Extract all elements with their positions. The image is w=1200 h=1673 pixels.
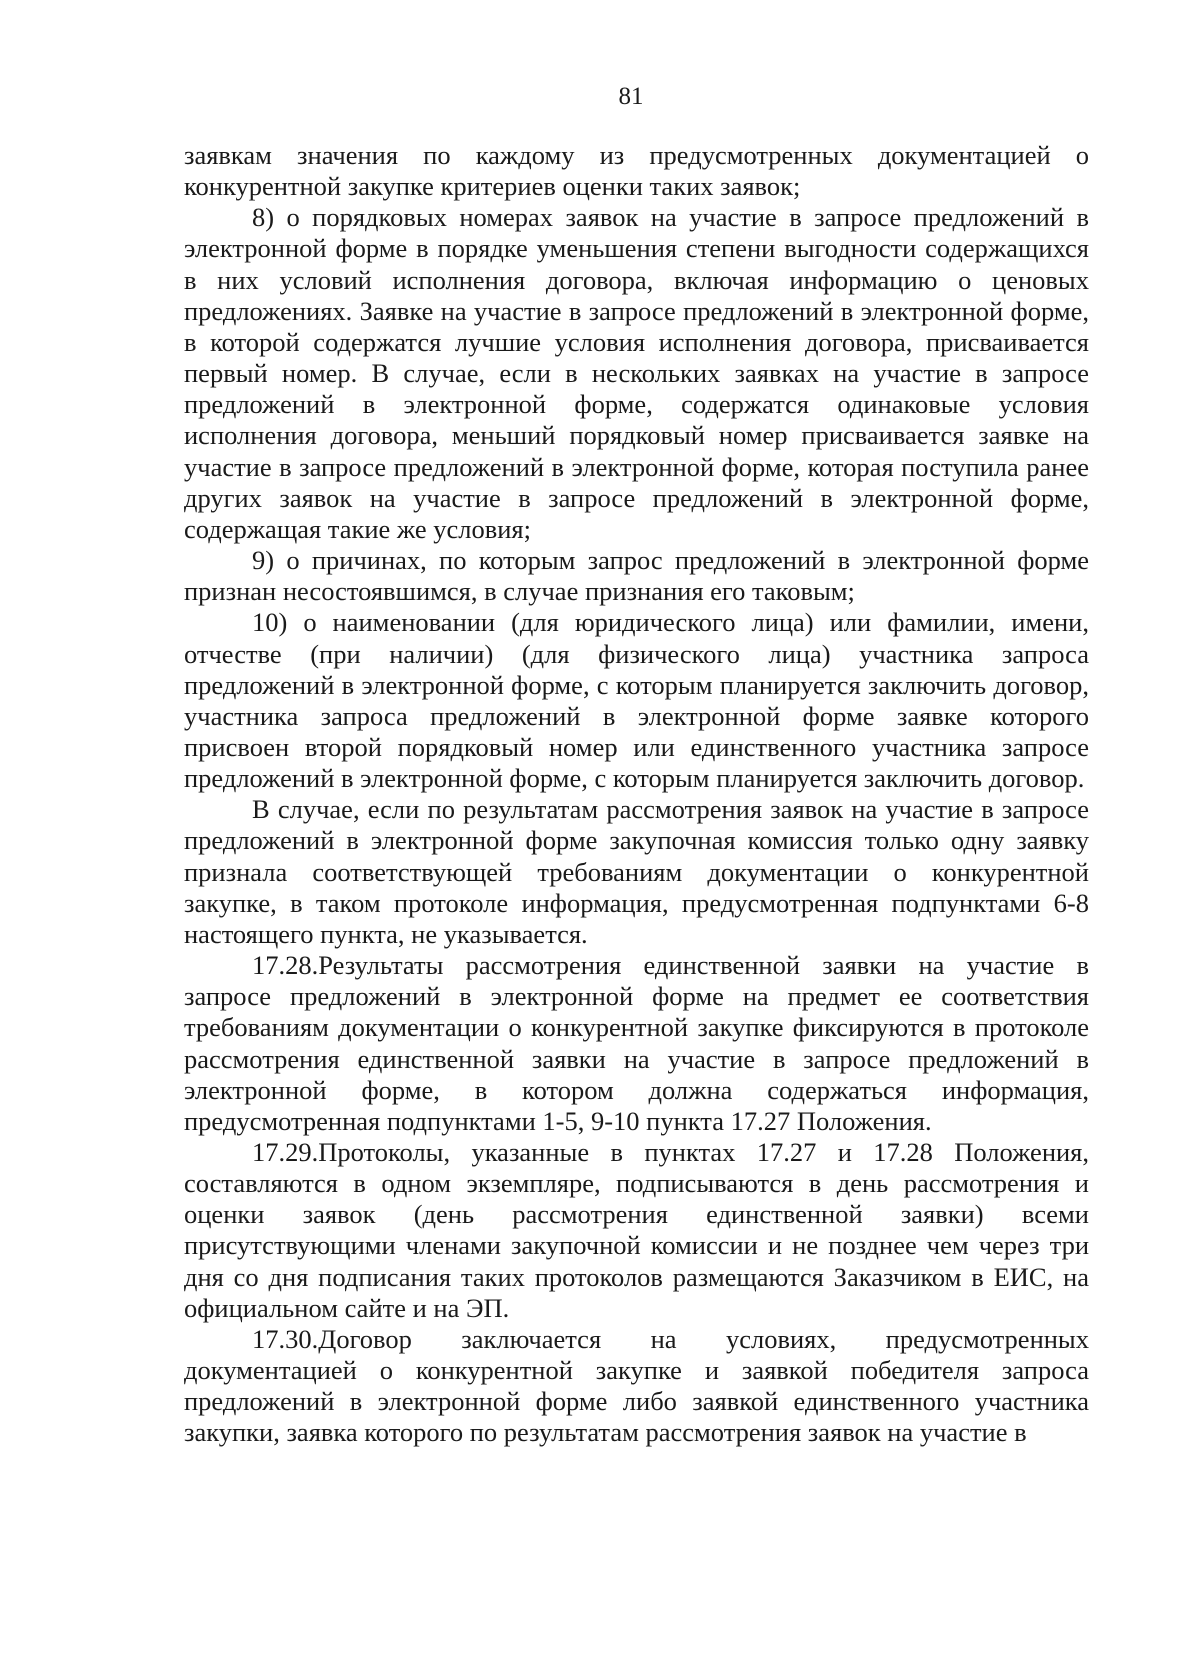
paragraph-continuation: заявкам значения по каждому из предусмотренных документацией о конкурентной закупке критериев оценки таких заявок; bbox=[184, 140, 1089, 202]
paragraph-17-29: 17.29.Протоколы, указанные в пунктах 17.27 и 17.28 Положения, составляются в одном экземпляре, подписываются в день рассмотрения и оценки заявок (день рассмотрения единственной заявки) всеми присутствующими членами закупочной комиссии и не позднее чем через три дня со дня подписания таких протоколов размещаются Заказчиком в ЕИС, на официальном сайте и на ЭП. bbox=[184, 1137, 1089, 1323]
paragraph-item-8: 8) о порядковых номерах заявок на участие в запросе предложений в электронной форме в порядке уменьшения степени выгодности содержащихся в них условий исполнения договора, включая информацию о ценовых предложениях. Заявке на участие в запросе предложений в электронной форме, в которой содержатся лучшие условия исполнения договора, присваивается первый номер. В случае, если в нескольких заявках на участие в запросе предложений в электронной форме, содержатся одинаковые условия исполнения договора, меньший порядковый номер присваивается заявке на участие в запросе предложений в электронной форме, которая поступила ранее других заявок на участие в запросе предложений в электронной форме, содержащая такие же условия; bbox=[184, 202, 1089, 544]
paragraph-17-30: 17.30.Договор заключается на условиях, предусмотренных документацией о конкурентной закупке и заявкой победителя запроса предложений в электронной форме либо заявкой единственного участника закупки, заявка которого по результатам рассмотрения заявок на участие в bbox=[184, 1323, 1089, 1448]
paragraph-item-10: 10) о наименовании (для юридического лица) или фамилии, имени, отчестве (при наличии) (для физического лица) участника запроса предложений в электронной форме, с которым планируется заключить договор, участника запроса предложений в электронной форме заявке которого присвоен второй порядковый номер или единственного участника запросе предложений в электронной форме, с которым планируется заключить договор. bbox=[184, 607, 1089, 794]
paragraph-single-application-case: В случае, если по результатам рассмотрения заявок на участие в запросе предложений в электронной форме закупочная комиссия только одну заявку признала соответствующей требованиям документации о конкурентной закупке, в таком протоколе информация, предусмотренная подпунктами 6-8 настоящего пункта, не указывается. bbox=[184, 794, 1089, 949]
document-body bbox=[184, 140, 1089, 1449]
paragraph-item-9: 9) о причинах, по которым запрос предложений в электронной форме признан несостоявшимся, в случае признания его таковым; bbox=[184, 545, 1089, 607]
paragraph-17-28: 17.28.Результаты рассмотрения единственной заявки на участие в запросе предложений в электронной форме на предмет ее соответствия требованиям документации о конкурентной закупке фиксируются в протоколе рассмотрения единственной заявки на участие в запросе предложений в электронной форме, в котором должна содержаться информация, предусмотренная подпунктами 1-5, 9-10 пункта 17.27 Положения. bbox=[184, 950, 1089, 1136]
page-number: 81 bbox=[618, 83, 644, 110]
